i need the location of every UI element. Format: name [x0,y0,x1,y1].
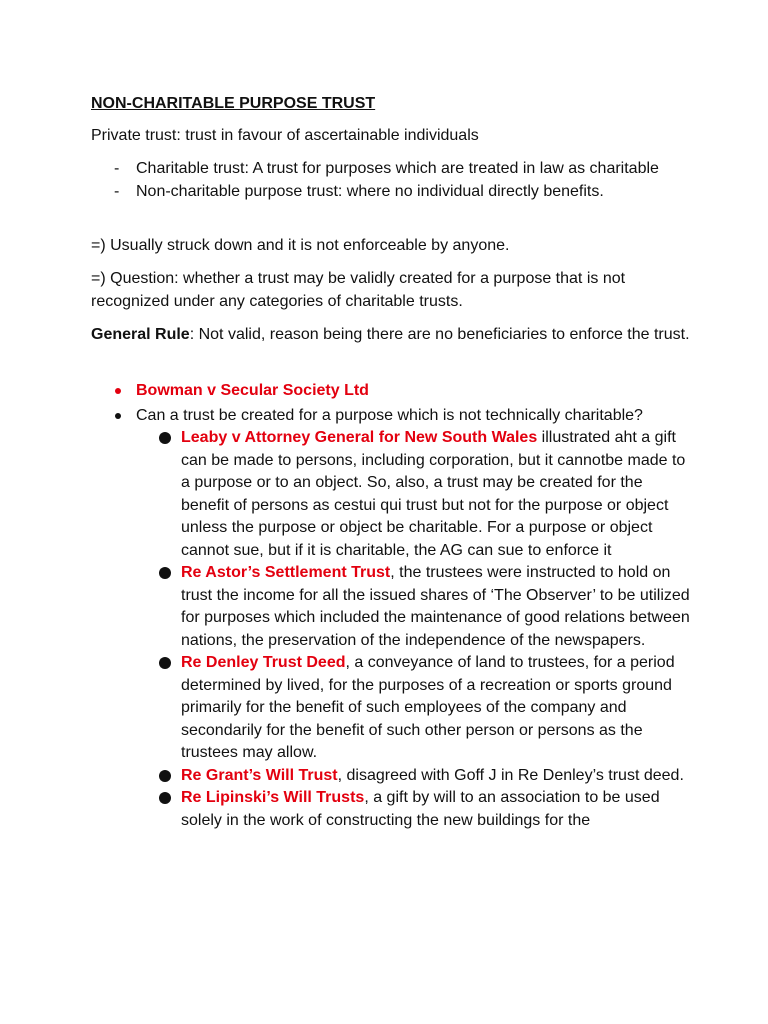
arrow-bullet-icon [159,657,171,669]
arrow-item-astor [136,562,691,652]
case-name: Re Astor’s Settlement Trust [181,564,391,581]
dash-item-text: Non-charitable purpose trust: where no individual directly benefits. [136,182,604,200]
bullet-item-bowman [91,380,691,403]
page-title: NON-CHARITABLE PURPOSE TRUST [91,95,376,112]
bullet-dot-icon [115,413,121,419]
bullet-question-text: Can a trust be created for a purpose which is not technically charitable? [136,406,643,424]
case-text: , a gift by will to an association to be used solely in the work of constructing the new buildings for the [181,789,660,829]
case-name: Re Grant’s Will Trust [181,766,338,784]
general-rule-paragraph [91,324,691,347]
arrow-bullet-icon [159,432,171,444]
bullet-list [91,380,691,832]
arrow-item-grant [136,765,691,788]
arrow-item-denley [136,652,691,765]
case-text: illustrated aht a gift can be made to persons, including corporation, but it cannotbe made to a purpose or to an object. So, also, a trust may be created for the benefit of persons as cestui qui trust but not for the purpose or object unless the purpose or object be charitable. For a purpose or object cannot sue, but if it is charitable, the AG can sue to enforce it [181,429,686,559]
case-text: , a conveyance of land to trustees, for a period determined by lived, for the purposes of a recreation or sports ground primarily for the benefit of such employees of the company and secondarily for the benefit of such other person or persons as the trustees may allow. [181,654,675,761]
arrow-item-leaby [136,427,691,562]
private-trust-text: Private trust: trust in favour of ascertainable individuals [91,127,479,144]
bullet-case-name: Bowman v Secular Society Ltd [136,382,369,399]
note-question: =) Question: whether a trust may be validly created for a purpose that is not recognized under any categories of charitable trusts. [91,270,626,310]
case-name: Re Denley Trust Deed [181,654,346,671]
arrow-bullet-icon [159,792,171,804]
arrow-bullet-icon [159,770,171,782]
case-name: Leaby v Attorney General for New South Wales [181,429,538,446]
case-name: Re Lipinski’s Will Trusts [181,789,365,806]
arrow-item-lipinski [136,787,691,832]
case-text: , the trustees were instructed to hold on trust the income for all the issued shares of ‘The Observer’ to be utilized for purposes which included the maintenance of good relations between nations, the preservation of the independence of the newspapers. [181,564,690,649]
dash-list [91,158,691,203]
dash-item-non-charitable [91,181,691,204]
dash-marker: - [114,182,120,200]
bullet-dot-icon [115,388,121,394]
dash-item-charitable [91,158,691,181]
dash-item-text: Charitable trust: A trust for purposes which are treated in law as charitable [136,160,659,177]
general-rule-label: General Rule [91,326,190,343]
dash-marker: - [114,160,120,177]
arrow-bullet-icon [159,567,171,579]
case-text: , disagreed with Goff J in Re Denley’s trust deed. [337,766,684,784]
note-struck-down: =) Usually struck down and it is not enforceable by anyone. [91,237,510,254]
general-rule-text: : Not valid, reason being there are no beneficiaries to enforce the trust. [189,326,690,343]
arrow-list [136,427,691,832]
bullet-item-question [91,405,691,833]
